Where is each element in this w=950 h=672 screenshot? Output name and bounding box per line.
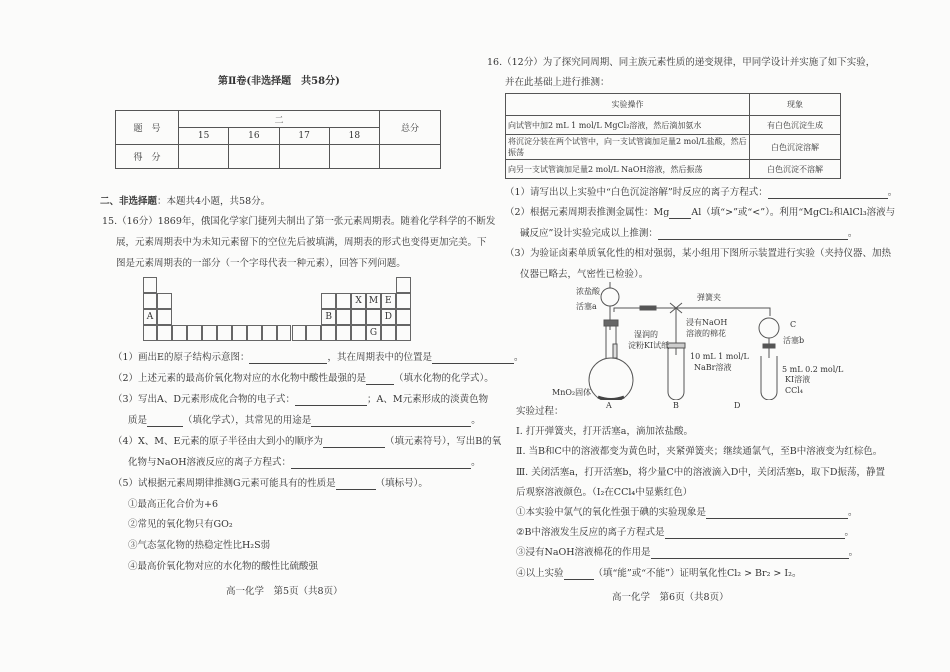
score-table-q16: 16	[229, 128, 279, 145]
periodic-cell	[232, 325, 247, 341]
process-step-3-cont: 后观察溶液颜色。（I₂在CCl₄中显紫红色）	[516, 487, 693, 498]
score-table-label-question: 题 号	[116, 111, 179, 145]
label-wet-paper-2: 淀粉KI试纸	[628, 341, 670, 350]
periodic-cell	[172, 325, 187, 341]
answer-blank[interactable]	[147, 416, 183, 427]
part-heading	[100, 196, 270, 208]
q16-p2-text-a: （2）根据元素周期表推测金属性：Mg	[505, 207, 670, 218]
score-table	[115, 110, 441, 169]
periodic-cell	[262, 325, 277, 341]
periodic-cell	[336, 325, 351, 341]
label-cotton-2: 溶液的棉花	[686, 329, 726, 338]
q15-intro-1: 15.（16分）1869年，俄国化学家门捷列夫制出了第一张元素周期表。随着化学科学的不断发	[102, 216, 496, 227]
periodic-cell	[396, 325, 411, 341]
score-cell[interactable]	[329, 145, 379, 169]
answer-blank[interactable]	[665, 528, 845, 539]
q15-p3-text-c: 质是	[128, 415, 148, 426]
periodic-cell	[366, 309, 381, 325]
q16-sub4	[516, 568, 801, 580]
label-ki-1: 5 mL 0.2 mol/L	[782, 365, 844, 374]
table-row	[506, 160, 841, 179]
score-table-group-header: 二	[179, 111, 380, 128]
element-symbol: G	[369, 327, 378, 338]
q15-p4-text-b: （填元素符号），写出B的氧	[384, 436, 502, 447]
q15-part3-cont: 质是 （填化学式），其常见的用途是 。	[128, 415, 481, 426]
experiment-table	[505, 93, 841, 179]
q15-part2	[113, 373, 494, 385]
page-footer-left: 高一化学 第5页（共8页）	[226, 586, 343, 597]
table-cell: 白色沉淀不溶解	[750, 160, 841, 179]
test-tube-d-icon	[761, 356, 777, 400]
periodic-cell	[157, 309, 172, 325]
label-spring-clip: 弹簧夹	[697, 293, 721, 302]
element-symbol: D	[384, 311, 392, 322]
answer-blank[interactable]	[768, 188, 888, 199]
section-title: 第Ⅱ卷(非选择题 共58分)	[218, 76, 340, 87]
label-wet-paper-1: 湿润的	[634, 330, 658, 339]
q15-p1-text-b: ，其在周期表中的位置是	[327, 352, 432, 363]
answer-blank[interactable]	[564, 569, 594, 580]
page-footer-right: 高一化学 第6页（共8页）	[612, 592, 729, 603]
q16-s4-text-b: （填“能”或“不能”）证明氧化性Cl₂ > Br₂ > I₂。	[593, 568, 802, 579]
q16-part2	[505, 207, 895, 219]
process-step-1: Ⅰ. 打开弹簧夹，打开活塞a，滴加浓盐酸。	[516, 426, 693, 437]
periodic-cell	[157, 293, 172, 309]
element-symbol: X	[355, 295, 362, 306]
periodic-cell	[217, 325, 232, 341]
q15-p5-text-b: （填标号）。	[375, 478, 428, 489]
periodic-cell	[143, 309, 158, 325]
q15-option-1: ①最高正化合价为+6	[128, 499, 219, 510]
periodic-cell	[381, 325, 396, 341]
score-table-q17: 17	[279, 128, 329, 145]
table-cell: 将沉淀分装在两个试管中，向一支试管滴加足量2 mol/L盐酸，然后振荡	[506, 135, 750, 160]
periodic-cell	[336, 309, 351, 325]
part-heading-rest: ：本题共4小题，共58分。	[157, 196, 271, 207]
q15-p3-text-d: （填化学式），其常见的用途是	[183, 415, 312, 426]
q15-option-2: ②常见的氧化物只有GO₂	[128, 519, 233, 530]
experiment-table-header-phenomenon: 现象	[750, 94, 841, 116]
process-title: 实验过程：	[516, 406, 564, 417]
label-d: D	[734, 401, 741, 410]
part-heading-bold: 二、非选择题	[100, 196, 158, 207]
process-step-2: Ⅱ. 当B和C中的溶液都变为黄色时，夹紧弹簧夹；继续通氯气，至B中溶液变为红棕色。	[516, 446, 883, 457]
process-step-3: Ⅲ. 关闭活塞a，打开活塞b，将少量C中的溶液滴入D中，关闭活塞b，取下D振荡，静置	[516, 467, 886, 478]
q16-sub2: ②B中溶液发生反应的离子方程式是 。	[516, 527, 855, 538]
experiment-table-header-operation: 实验操作	[506, 94, 750, 116]
label-ki-2: KI溶液	[785, 375, 811, 384]
q15-part4-cont: 化物与NaOH溶液反应的离子方程式： 。	[128, 457, 481, 468]
label-a: A	[606, 401, 612, 410]
q15-intro-3: 图是元素周期表的一部分（一个字母代表一种元素），回答下列问题。	[116, 258, 406, 269]
periodic-cell	[247, 325, 262, 341]
q16-sub1: ①本实验中氯气的氧化性强于碘的实验现象是 。	[516, 507, 858, 518]
periodic-cell	[321, 293, 336, 309]
periodic-cell	[396, 277, 411, 293]
table-row	[506, 116, 841, 135]
periodic-cell	[351, 325, 366, 341]
answer-blank[interactable]	[658, 229, 848, 240]
q16-s2-text: ②B中溶液发生反应的离子方程式是	[516, 527, 665, 538]
q15-p3-text-a: （3）写出A、D元素形成化合物的电子式：	[113, 394, 296, 405]
q15-part3	[113, 394, 488, 406]
label-stopcock-b: 活塞b	[783, 336, 805, 345]
funnel-c-icon	[759, 318, 779, 338]
answer-blank[interactable]	[291, 458, 471, 469]
q16-part3-cont: 仪器已略去，气密性已检验）。	[520, 269, 649, 280]
periodic-cell	[292, 325, 307, 341]
q15-part4	[113, 436, 501, 448]
answer-blank[interactable]	[366, 374, 394, 385]
score-cell-total[interactable]	[380, 145, 441, 169]
periodic-cell	[143, 277, 158, 293]
q15-intro-2: 展，元素周期表中为未知元素留下的空位先后被填满，周期表的形式也变得更加完美。下	[116, 237, 487, 248]
periodic-cell	[143, 325, 158, 341]
periodic-cell	[366, 325, 381, 341]
q16-s4-text-a: ④以上实验	[516, 568, 564, 579]
table-cell: 白色沉淀溶解	[750, 135, 841, 160]
periodic-cell	[336, 293, 351, 309]
q15-p5-text-a: （5）试根据元素周期律推测G元素可能具有的性质是	[113, 478, 336, 489]
score-table-label-score: 得 分	[116, 145, 179, 169]
q15-option-4: ④最高价氧化物对应的水化物的酸性比硫酸强	[128, 561, 319, 572]
element-symbol: M	[368, 295, 379, 306]
element-symbol: A	[146, 311, 154, 322]
q16-p1-text: （1）请写出以上实验中“白色沉淀溶解”时反应的离子方程式：	[505, 187, 768, 198]
q15-p2-text-b: （填水化物的化学式）。	[394, 373, 494, 384]
periodic-cell	[277, 325, 292, 341]
answer-blank[interactable]	[295, 395, 367, 406]
score-cell[interactable]	[179, 145, 229, 169]
periodic-cell	[396, 309, 411, 325]
answer-blank[interactable]	[336, 479, 376, 490]
q15-p3-text-b: ；A、M元素形成的淡黄色物	[367, 394, 489, 405]
q16-sub3: ③浸有NaOH溶液棉花的作用是 。	[516, 547, 859, 558]
answer-blank[interactable]	[706, 508, 848, 519]
apparatus-diagram	[480, 280, 850, 400]
periodic-cell	[187, 325, 202, 341]
score-table-q18: 18	[329, 128, 379, 145]
q16-s1-text: ①本实验中氯气的氧化性强于碘的实验现象是	[516, 507, 707, 518]
periodic-cell	[381, 309, 396, 325]
table-cell: 向另一支试管滴加足量2 mol/L NaOH溶液，然后振荡	[506, 160, 750, 179]
stopper-icon	[604, 320, 618, 326]
periodic-cell	[396, 293, 411, 309]
q15-p1-text-a: （1）画出E的原子结构示意图：	[113, 352, 250, 363]
q16-part1: （1）请写出以上实验中“白色沉淀溶解”时反应的离子方程式： 。	[505, 187, 898, 198]
periodic-cell	[321, 309, 336, 325]
label-nabr-2: NaBr溶液	[694, 363, 732, 372]
periodic-cell	[157, 325, 172, 341]
label-cotton-1: 浸有NaOH	[686, 318, 728, 327]
element-symbol: E	[385, 295, 392, 306]
periodic-cell	[366, 293, 381, 309]
q16-intro-1: 16.（12分）为了探究同周期、同主族元素性质的递变规律，甲同学设计并实施了如下实验，	[487, 57, 876, 68]
label-c: C	[790, 320, 797, 329]
q15-p4-text-a: （4）X、M、E元素的原子半径由大到小的顺序为	[113, 436, 323, 447]
label-nabr-1: 10 mL 1 mol/L	[690, 352, 749, 361]
q16-intro-2: 并在此基础上进行推测：	[505, 77, 610, 88]
answer-blank[interactable]	[311, 416, 471, 427]
label-mno2: MnO₂固体	[552, 388, 592, 397]
periodic-cell	[306, 325, 321, 341]
table-cell: 有白色沉淀生成	[750, 116, 841, 135]
q16-part2-cont: 碱反应”设计实验完成以上推测： 。	[520, 228, 858, 239]
score-table-q15: 15	[179, 128, 229, 145]
label-stopcock-a: 活塞a	[576, 302, 597, 311]
answer-blank[interactable]	[249, 353, 327, 364]
q16-p2-text-c: 碱反应”设计实验完成以上推测：	[520, 228, 658, 239]
q15-part1: （1）画出E的原子结构示意图： ，其在周期表中的位置是 。	[113, 352, 524, 363]
score-table-total-header: 总分	[380, 111, 441, 145]
score-cell[interactable]	[279, 145, 329, 169]
periodic-cell	[143, 293, 158, 309]
answer-blank[interactable]	[323, 437, 385, 448]
label-conc-hcl: 浓盐酸	[576, 287, 600, 296]
periodic-cell	[321, 325, 336, 341]
periodic-cell	[351, 293, 366, 309]
answer-blank[interactable]	[669, 208, 691, 219]
score-cell[interactable]	[229, 145, 279, 169]
q16-p2-text-b: Al（填“>”或“<”）。利用“MgCl₂和AlCl₃溶液与	[691, 207, 896, 218]
table-cell: 向试管中加2 mL 1 mol/L MgCl₂溶液，然后滴加氨水	[506, 116, 750, 135]
q16-s3-text: ③浸有NaOH溶液棉花的作用是	[516, 547, 651, 558]
label-b: B	[673, 401, 679, 410]
label-ccl4: CCl₄	[785, 386, 804, 395]
q15-part5	[113, 478, 428, 490]
periodic-cell	[381, 293, 396, 309]
q15-p4-text-c: 化物与NaOH溶液反应的离子方程式：	[128, 457, 292, 468]
q15-p2-text-a: （2）上述元素的最高价氧化物对应的水化物中酸性最强的是	[113, 373, 367, 384]
round-bottom-flask-icon	[589, 358, 633, 400]
q15-option-3: ③气态氢化物的热稳定性比H₂S弱	[128, 540, 271, 551]
periodic-cell	[351, 309, 366, 325]
periodic-cell	[202, 325, 217, 341]
answer-blank[interactable]	[651, 548, 849, 559]
table-row	[506, 135, 841, 160]
separatory-funnel-icon	[601, 288, 619, 306]
element-symbol: B	[325, 311, 333, 322]
q16-part3: （3）为验证卤素单质氧化性的相对强弱，某小组用下图所示装置进行实验（夹持仪器、加热	[505, 248, 892, 259]
